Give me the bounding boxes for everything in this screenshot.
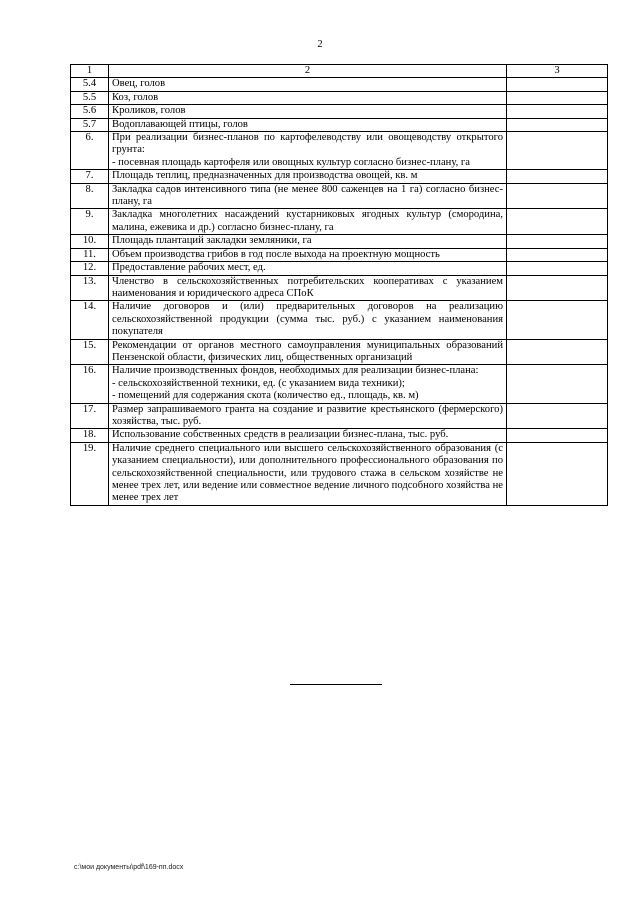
- table-row: [71, 275, 608, 301]
- table-row: [71, 262, 608, 275]
- description-line: - помещений для содержания скота (количество ед., площадь, кв. м): [112, 390, 419, 402]
- table-row: [71, 183, 608, 209]
- row-value-cell: [507, 339, 608, 365]
- row-description: [109, 118, 507, 131]
- row-number: 13.: [71, 275, 109, 301]
- row-value-cell: [507, 209, 608, 235]
- row-value-cell: [507, 170, 608, 183]
- row-number: 14.: [71, 301, 109, 339]
- table-row: [71, 132, 608, 170]
- row-value-cell: [507, 301, 608, 339]
- row-description: [109, 403, 507, 429]
- row-description: [109, 209, 507, 235]
- table-row: [71, 248, 608, 261]
- row-number: 5.4: [71, 78, 109, 91]
- criteria-table: [70, 64, 608, 506]
- table-row: [71, 365, 608, 403]
- description-line: Наличие среднего специального или высшего сельскохозяйственного образования (с указанием специальности), или дополнительного профессионального образования по сельскохозяйственной специальности, или трудового стажа в сельском хозяйстве не менее трех лет, или ведение или совместное ведение личного подсобного хозяйства не менее трех лет: [112, 442, 503, 504]
- description-line: Объем производства грибов в год после выхода на проектную мощность: [112, 248, 440, 260]
- table-row: [71, 118, 608, 131]
- row-description: [109, 442, 507, 505]
- description-line: Площадь теплиц, предназначенных для производства овощей, кв. м: [112, 170, 418, 182]
- row-value-cell: [507, 403, 608, 429]
- description-line: Овец, голов: [112, 78, 166, 90]
- row-description: [109, 105, 507, 118]
- row-number: 5.5: [71, 91, 109, 104]
- row-number: 5.6: [71, 105, 109, 118]
- row-value-cell: [507, 183, 608, 209]
- row-description: [109, 248, 507, 261]
- description-line: Закладка многолетних насаждений кустарниковых ягодных культур (смородина, малина, ежевика и др.) согласно бизнес-плану, га: [112, 209, 503, 233]
- row-value-cell: [507, 91, 608, 104]
- description-line: Наличие производственных фондов, необходимых для реализации бизнес-плана:: [112, 365, 479, 377]
- description-line: Наличие договоров и (или) предварительных договоров на реализацию сельскохозяйственной продукции (сумма тыс. руб.) с указанием наименования покупателя: [112, 301, 503, 338]
- table-row: [71, 170, 608, 183]
- file-path-footer: c:\мои документы\pdf\169-пп.docx: [74, 864, 184, 871]
- description-line: Закладка садов интенсивного типа (не менее 800 саженцев на 1 га) согласно бизнес-плану, га: [112, 183, 503, 208]
- description-line: Водоплавающей птицы, голов: [112, 118, 248, 130]
- description-line: Площадь плантаций закладки земляники, га: [112, 235, 312, 247]
- row-value-cell: [507, 275, 608, 301]
- row-description: [109, 339, 507, 365]
- column-header-number: 1: [71, 65, 109, 78]
- row-description: [109, 365, 507, 403]
- table-row: [71, 105, 608, 118]
- table-header-row: [71, 65, 608, 78]
- page-number: 2: [317, 39, 323, 50]
- row-number: 8.: [71, 183, 109, 209]
- table-row: [71, 429, 608, 442]
- row-number: 15.: [71, 339, 109, 365]
- row-number: 19.: [71, 442, 109, 505]
- description-line: - сельскохозяйственной техники, ед. (с указанием вида техники);: [112, 377, 405, 389]
- row-description: [109, 132, 507, 170]
- description-line: Предоставление рабочих мест, ед.: [112, 262, 266, 274]
- row-value-cell: [507, 365, 608, 403]
- column-header-description: 2: [109, 65, 507, 78]
- row-number: 7.: [71, 170, 109, 183]
- row-number: 9.: [71, 209, 109, 235]
- row-number: 6.: [71, 132, 109, 170]
- description-line: - посевная площадь картофеля или овощных культур согласно бизнес-плану, га: [112, 156, 470, 168]
- table-row: [71, 442, 608, 505]
- row-description: [109, 429, 507, 442]
- row-number: 12.: [71, 262, 109, 275]
- row-value-cell: [507, 442, 608, 505]
- description-line: Использование собственных средств в реализации бизнес-плана, тыс. руб.: [112, 429, 449, 441]
- description-line: При реализации бизнес-планов по картофелеводству или овощеводству открытого грунта:: [112, 132, 503, 156]
- row-description: [109, 235, 507, 248]
- table-row: [71, 209, 608, 235]
- row-value-cell: [507, 118, 608, 131]
- row-number: 16.: [71, 365, 109, 403]
- row-description: [109, 91, 507, 104]
- table-row: [71, 91, 608, 104]
- description-line: Рекомендации от органов местного самоуправления муниципальных образований Пензенской области, физических лиц, общественных организаций: [112, 339, 503, 363]
- table-row: [71, 403, 608, 429]
- table-row: [71, 78, 608, 91]
- row-description: [109, 275, 507, 301]
- row-value-cell: [507, 105, 608, 118]
- row-number: 5.7: [71, 118, 109, 131]
- table-row: [71, 339, 608, 365]
- row-number: 18.: [71, 429, 109, 442]
- row-number: 17.: [71, 403, 109, 429]
- row-value-cell: [507, 132, 608, 170]
- row-number: 10.: [71, 235, 109, 248]
- description-line: Размер запрашиваемого гранта на создание и развитие крестьянского (фермерского) хозяйства, тыс. руб.: [112, 403, 503, 427]
- row-value-cell: [507, 248, 608, 261]
- row-description: [109, 183, 507, 209]
- description-line: Коз, голов: [112, 91, 159, 103]
- row-value-cell: [507, 78, 608, 91]
- table-row: [71, 235, 608, 248]
- row-description: [109, 301, 507, 339]
- row-number: 11.: [71, 248, 109, 261]
- row-description: [109, 262, 507, 275]
- table-row: [71, 301, 608, 339]
- column-header-value: 3: [507, 65, 608, 78]
- description-line: Кроликов, голов: [112, 105, 186, 117]
- row-description: [109, 78, 507, 91]
- row-value-cell: [507, 429, 608, 442]
- description-line: Членство в сельскохозяйственных потребительских кооперативах с указанием наименования и юридического адреса СПоК: [112, 275, 503, 299]
- row-value-cell: [507, 262, 608, 275]
- row-value-cell: [507, 235, 608, 248]
- row-description: [109, 170, 507, 183]
- closing-divider-line: [290, 684, 382, 685]
- table-body: [71, 78, 608, 505]
